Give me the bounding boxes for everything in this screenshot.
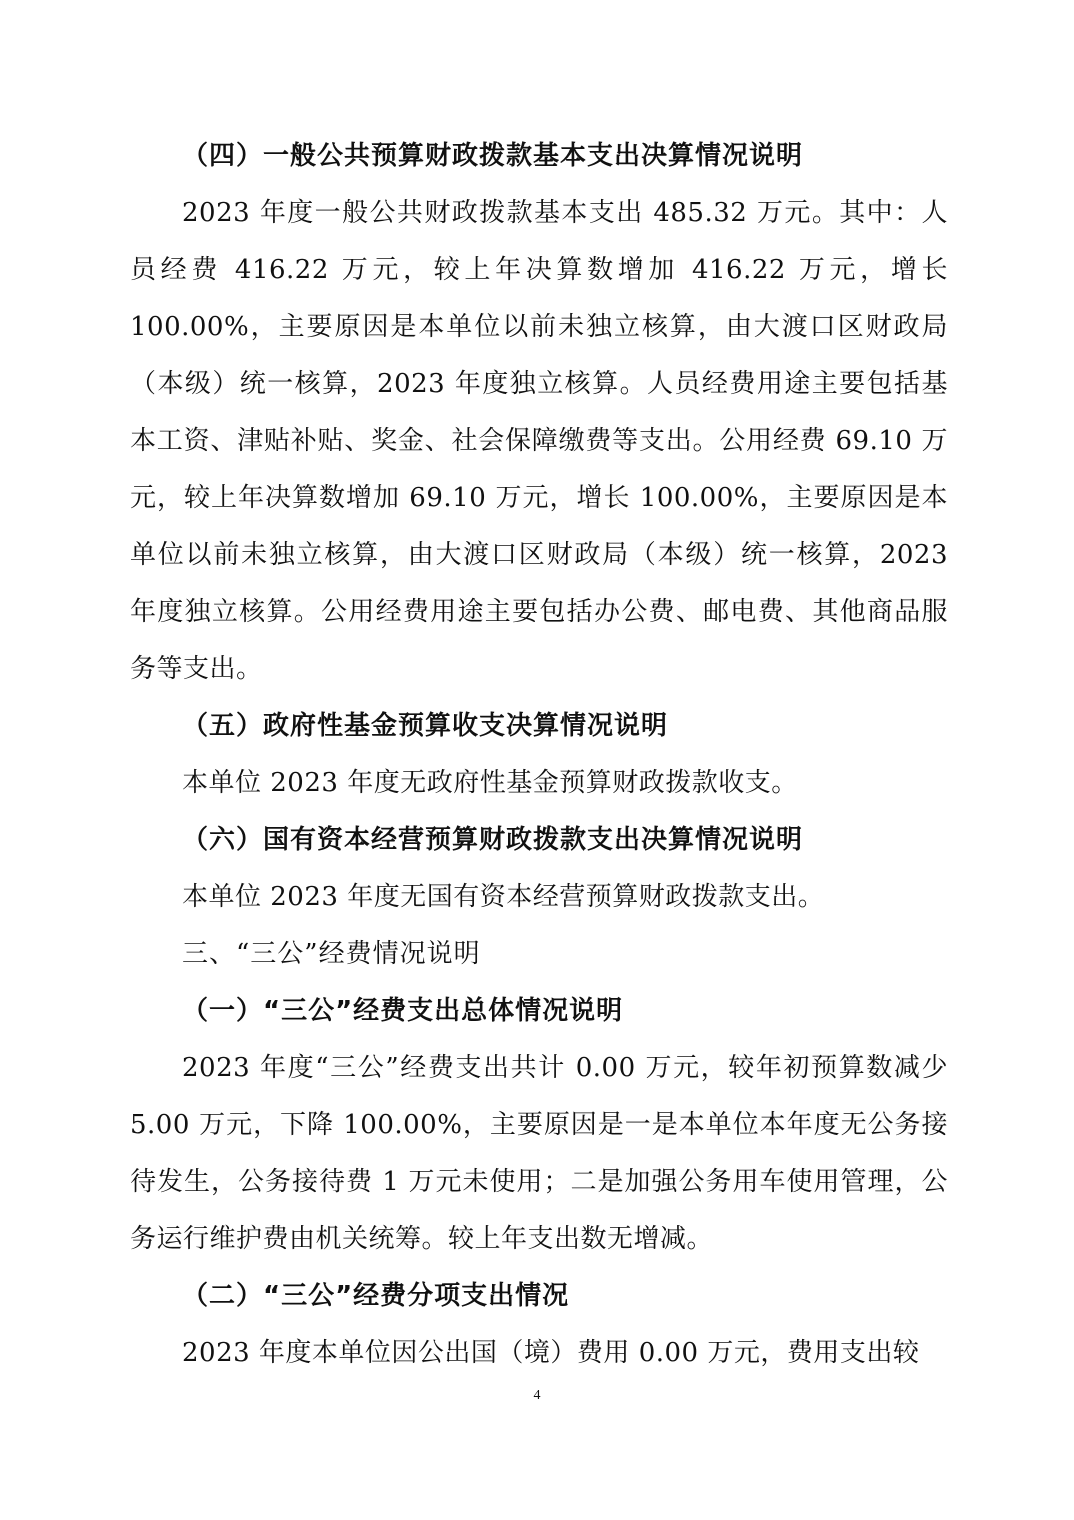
- paragraph-state-capital-budget: 本单位 2023 年度无国有资本经营预算财政拨款支出。: [182, 882, 825, 912]
- heading-state-capital-budget: （六）国有资本经营预算财政拨款支出决算情况说明: [182, 825, 804, 855]
- heading-three-public-overall: （一）“三公”经费支出总体情况说明: [182, 996, 624, 1026]
- document-body: [130, 128, 948, 1382]
- page-number: 4: [533, 1388, 541, 1403]
- paragraph-three-public-overall: 2023 年度“三公”经费支出共计 0.00 万元，较年初预算数减少 5.00 万元，下降 100.00%，主要原因是一是本单位本年度无公务接待发生，公务接待费 1 万元未使用；二是加强公务用车使用管理，公务运行维护费由机关统筹。较上年支出数无增减。: [130, 1053, 948, 1254]
- heading-general-budget-basic-expenditure: （四）一般公共预算财政拨款基本支出决算情况说明: [182, 141, 804, 171]
- paragraph-government-fund-budget: 本单位 2023 年度无政府性基金预算财政拨款收支。: [182, 768, 798, 798]
- heading-government-fund-budget: （五）政府性基金预算收支决算情况说明: [182, 711, 669, 741]
- section-three-public-expenses: 三、“三公”经费情况说明: [182, 939, 481, 969]
- paragraph-three-public-itemized: 2023 年度本单位因公出国（境）费用 0.00 万元，费用支出较: [182, 1338, 920, 1368]
- paragraph-basic-expenditure: 2023 年度一般公共财政拨款基本支出 485.32 万元。其中：人员经费 416.22 万元，较上年决算数增加 416.22 万元，增长 100.00%，主要原因是本单位以前未独立核算，由大渡口区财政局（本级）统一核算，2023 年度独立核算。人员经费用途主要包括基本工资、津贴补贴、奖金、社会保障缴费等支出。公用经费 69.10 万元，较上年决算数增加 69.10 万元，增长 100.00%，主要原因是本单位以前未独立核算，由大渡口区财政局（本级）统一核算，2023 年度独立核算。公用经费用途主要包括办公费、邮电费、其他商品服务等支出。: [130, 198, 948, 684]
- heading-three-public-itemized: （二）“三公”经费分项支出情况: [182, 1281, 570, 1311]
